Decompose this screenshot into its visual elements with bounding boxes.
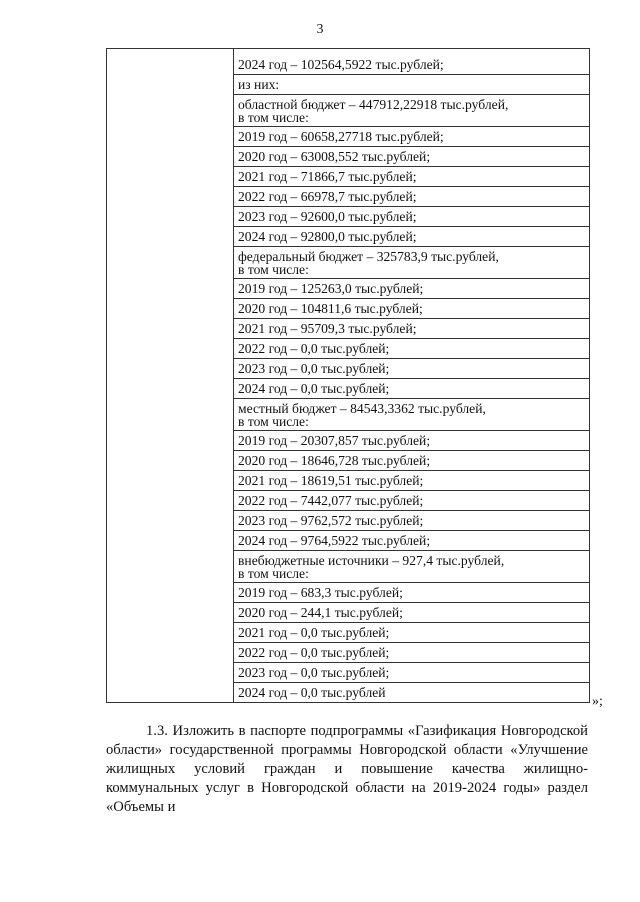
row-text: 2022 год – 0,0 тыс.рублей; xyxy=(238,341,390,356)
row-subtext: в том числе: xyxy=(238,414,309,429)
table-row xyxy=(234,279,589,299)
row-text: 2024 год – 9764,5922 тыс.рублей; xyxy=(238,533,431,548)
table-row xyxy=(234,147,589,167)
row-text: 2023 год – 0,0 тыс.рублей; xyxy=(238,361,390,376)
table-row xyxy=(234,663,589,683)
row-text: 2022 год – 66978,7 тыс.рублей; xyxy=(238,189,417,204)
body-paragraph: 1.3. Изложить в паспорте подпрограммы «Газификация Новгородской области» государственной программы Новгородской области «Улучшение жилищных условий граждан и повышение качества жилищно-коммунальных услуг в Новгородской области на 2019-2024 годы» раздел «Объемы и xyxy=(106,723,588,815)
table-row xyxy=(234,511,589,531)
row-text: 2019 год – 683,3 тыс.рублей; xyxy=(238,585,403,600)
table-row xyxy=(234,49,589,75)
table-row xyxy=(234,339,589,359)
table-row xyxy=(234,167,589,187)
row-text: федеральный бюджет – 325783,9 тыс.рублей, xyxy=(238,249,499,264)
row-subtext: в том числе: xyxy=(238,110,309,125)
row-text: 2023 год – 92600,0 тыс.рублей; xyxy=(238,209,417,224)
budget-table xyxy=(106,48,590,703)
row-text: 2024 год – 102564,5922 тыс.рублей; xyxy=(238,57,444,72)
row-subtext: в том числе: xyxy=(238,262,309,277)
row-text: 2022 год – 0,0 тыс.рублей; xyxy=(238,645,390,660)
row-subtext: в том числе: xyxy=(238,566,309,581)
row-text: 2024 год – 0,0 тыс.рублей; xyxy=(238,381,390,396)
row-text: 2020 год – 63008,552 тыс.рублей; xyxy=(238,149,431,164)
closing-quote-mark: »; xyxy=(592,694,603,709)
table-row xyxy=(234,359,589,379)
table-row xyxy=(234,531,589,551)
table-row xyxy=(234,207,589,227)
row-text: 2019 год – 60658,27718 тыс.рублей; xyxy=(238,129,444,144)
row-text: 2021 год – 95709,3 тыс.рублей; xyxy=(238,321,417,336)
page-number: 3 xyxy=(316,22,324,37)
table-row xyxy=(234,319,589,339)
row-text: 2020 год – 18646,728 тыс.рублей; xyxy=(238,453,431,468)
table-row xyxy=(234,187,589,207)
table-left-column xyxy=(107,49,234,702)
row-text: 2024 год – 92800,0 тыс.рублей; xyxy=(238,229,417,244)
table-row xyxy=(234,603,589,623)
row-text: 2019 год – 20307,857 тыс.рублей; xyxy=(238,433,431,448)
table-row xyxy=(234,491,589,511)
table-row xyxy=(234,471,589,491)
table-right-column xyxy=(234,49,589,702)
table-row xyxy=(234,379,589,399)
table-row xyxy=(234,399,589,431)
row-text: 2024 год – 0,0 тыс.рублей xyxy=(238,685,386,700)
row-text: 2022 год – 7442,077 тыс.рублей; xyxy=(238,493,424,508)
table-row xyxy=(234,683,589,702)
row-text: из них: xyxy=(238,77,280,92)
row-text: 2023 год – 9762,572 тыс.рублей; xyxy=(238,513,424,528)
table-row xyxy=(234,551,589,583)
table-row xyxy=(234,95,589,127)
table-row xyxy=(234,75,589,95)
row-text: областной бюджет – 447912,22918 тыс.рублей, xyxy=(238,97,509,112)
row-text: 2021 год – 18619,51 тыс.рублей; xyxy=(238,473,424,488)
table-row xyxy=(234,299,589,319)
row-text: 2020 год – 244,1 тыс.рублей; xyxy=(238,605,403,620)
row-text: 2021 год – 71866,7 тыс.рублей; xyxy=(238,169,417,184)
table-row xyxy=(234,451,589,471)
row-text: местный бюджет – 84543,3362 тыс.рублей, xyxy=(238,401,486,416)
table-row xyxy=(234,247,589,279)
table-row xyxy=(234,583,589,603)
row-text: 2019 год – 125263,0 тыс.рублей; xyxy=(238,281,424,296)
table-row xyxy=(234,431,589,451)
row-text: 2021 год – 0,0 тыс.рублей; xyxy=(238,625,390,640)
table-row xyxy=(234,623,589,643)
row-text: 2020 год – 104811,6 тыс.рублей; xyxy=(238,301,423,316)
table-row xyxy=(234,227,589,247)
row-text: внебюджетные источники – 927,4 тыс.рублей, xyxy=(238,553,505,568)
row-text: 2023 год – 0,0 тыс.рублей; xyxy=(238,665,390,680)
table-row xyxy=(234,643,589,663)
table-row xyxy=(234,127,589,147)
